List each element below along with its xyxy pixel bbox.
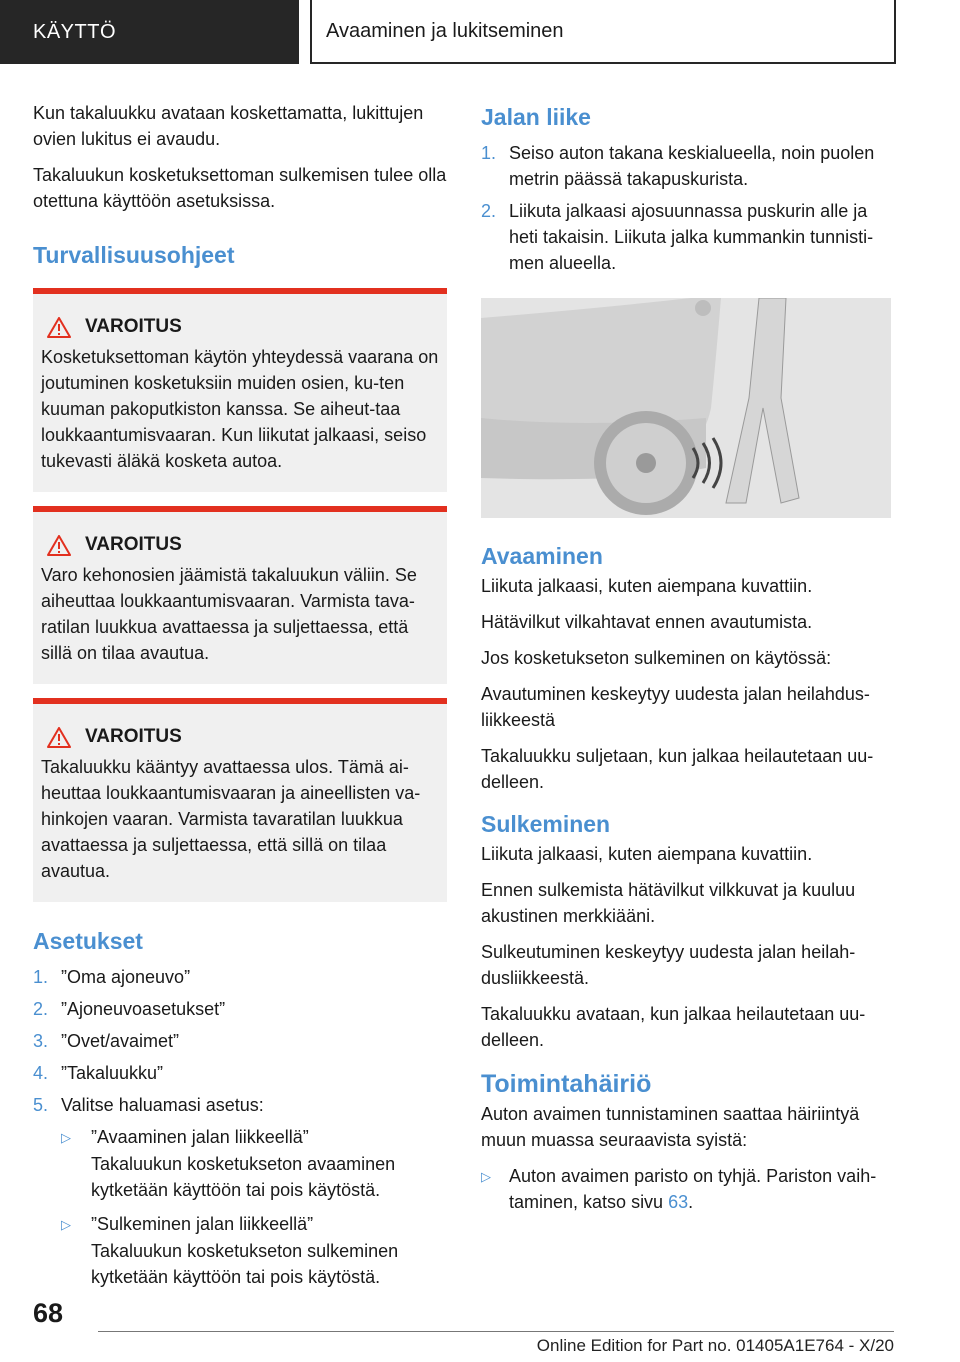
opening-paragraph: Liikuta jalkaasi, kuten aiempana kuvattiin. [481,576,813,596]
page-reference-link[interactable]: 63 [668,1192,689,1212]
malfunction-bullet-text: Auton avaimen paristo on tyhjä. Pariston vaih-taminen, katso sivu 63. [509,1166,877,1212]
malfunction-heading: Toimintahäiriö [481,1070,652,1098]
list-item: 2. ”Ajoneuvoasetukset” [33,999,226,1019]
chapter-title: Avaaminen ja lukitseminen [310,0,896,64]
option-item: ▷ ”Sulkeminen jalan liikkeellä” [61,1211,447,1238]
list-item: 3. ”Ovet/avaimet” [33,1031,180,1051]
list-item: 5. Valitse haluamasi asetus: [33,1095,264,1115]
section-tab: KÄYTTÖ [0,0,299,64]
triangle-bullet-icon: ▷ [61,1217,71,1232]
foot-movement-heading: Jalan liike [481,104,591,130]
closing-paragraph: Ennen sulkemista hätävilkut vilkkuvat ja kuuluu akustinen merkkiääni. [481,880,856,926]
foot-steps [481,140,891,276]
warning-title: VAROITUS [85,534,182,555]
warning-title: VAROITUS [85,726,182,747]
list-item: 1. Seiso auton takana keskialueella, noin puolen metrin päässä takapuskurista. [481,143,875,189]
footer-divider [98,1331,894,1332]
intro-paragraph-2: Takaluukun kosketuksettoman sulkemisen tulee olla otettuna käyttöön asetuksissa. [33,165,447,211]
opening-heading: Avaaminen [481,543,603,569]
triangle-bullet-icon: ▷ [481,1169,491,1184]
warning-triangle-icon [47,535,71,556]
warning-box-1 [33,288,447,492]
settings-heading: Asetukset [33,928,143,954]
safety-heading: Turvallisuusohjeet [33,242,235,268]
closing-paragraph: Liikuta jalkaasi, kuten aiempana kuvattiin. [481,844,813,864]
page-number: 68 [33,1298,64,1328]
left-column [33,100,447,1298]
option-description: Takaluukun kosketukseton sulkeminen kytketään käyttöön tai pois käytöstä. [91,1241,399,1287]
closing-paragraph: Takaluukku avataan, kun jalkaa heilautetaan uu-delleen. [481,1004,866,1050]
opening-paragraph: Avautuminen keskeytyy uudesta jalan heilahdus-liikkeestä [481,684,870,730]
triangle-bullet-icon: ▷ [61,1130,71,1145]
warning-box-3 [33,698,447,902]
list-item: 1. ”Oma ajoneuvo” [33,967,191,987]
closing-heading: Sulkeminen [481,811,611,837]
malfunction-intro: Auton avaimen tunnistaminen saattaa häiriintyä muun muassa seuraavista syistä: [481,1104,860,1150]
warning-text: Takaluukku kääntyy avattaessa ulos. Tämä ai-heuttaa loukkaantumisvaaran ja aineellisten va-hinkojen vaaran. Varmista tavaratilan luukkua avattaessa ja suljettaessa, että sillä on tilaa avautua. [41,757,421,881]
foot-gesture-illustration [481,298,891,518]
warning-text: Varo kehonosien jäämistä takaluukun väliin. Se aiheuttaa loukkaantumisvaaran. Varmista tava-ratilan luukkua avattaessa ja suljettaessa, että sillä on tilaa avautua. [41,565,417,663]
option-item: ▷ ”Avaaminen jalan liikkeellä” [61,1124,447,1151]
edition-text: Online Edition for Part no. 01405A1E764 - X/20 [536,1336,894,1355]
page-header [0,0,960,64]
opening-paragraph: Hätävilkut vilkahtavat ennen avautumista. [481,612,813,632]
opening-paragraph: Jos kosketukseton sulkeminen on käytössä: [481,648,832,668]
option-description: Takaluukun kosketukseton avaaminen kytketään käyttöön tai pois käytöstä. [91,1154,396,1200]
list-item: 4. ”Takaluukku” [33,1063,164,1083]
warning-box-2 [33,506,447,684]
warning-triangle-icon [47,317,71,338]
settings-steps [33,964,447,1118]
warning-triangle-icon [47,727,71,748]
opening-paragraph: Takaluukku suljetaan, kun jalkaa heilautetaan uu-delleen. [481,746,874,792]
warning-text: Kosketuksettoman käytön yhteydessä vaarana on joutuminen kosketuksiin muiden osien, ku-ten kuuman pakoputkiston kanssa. Se aiheut-taa loukkaantumisvaaran. Kun liikutat jalkaasi, seiso tukevasti äläkä kosketa autoa. [41,347,439,471]
warning-title: VAROITUS [85,316,182,337]
right-column [481,100,891,1215]
closing-paragraph: Sulkeutuminen keskeytyy uudesta jalan heilah-dusliikkeestä. [481,942,856,988]
intro-paragraph-1: Kun takaluukku avataan koskettamatta, lukittujen ovien lukitus ei avaudu. [33,103,424,149]
list-item [481,1163,891,1215]
list-item: 2. Liikuta jalkaasi ajosuunnassa puskurin alle ja heti takaisin. Liikuta jalka kummankin tunnisti-men alueella. [481,201,874,273]
